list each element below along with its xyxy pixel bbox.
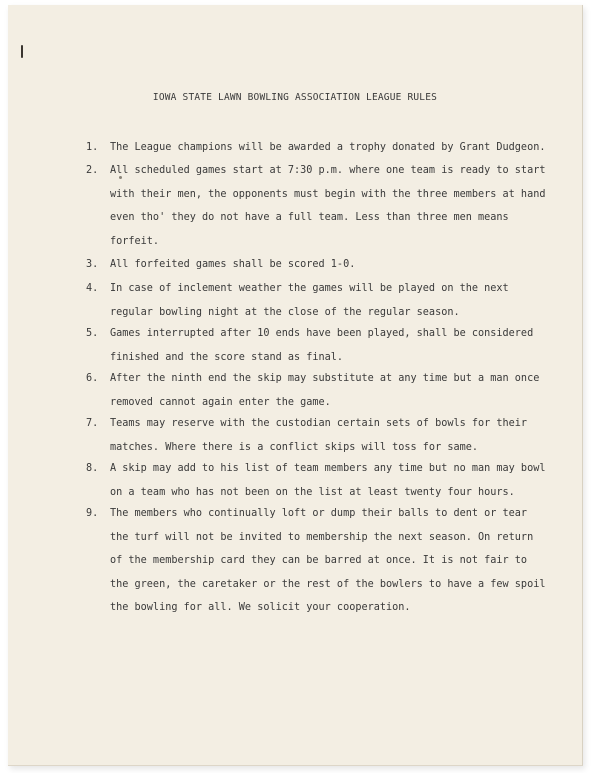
rule-number: 2.: [86, 165, 99, 176]
rule-text-line: A skip may add to his list of team members any time but no man may bowl: [110, 463, 546, 474]
rule-text-line: All scheduled games start at 7:30 p.m. where one team is ready to start: [110, 165, 546, 176]
rule-number: 1.: [86, 142, 99, 153]
rule-text-line: the bowling for all. We solicit your cooperation.: [110, 602, 411, 613]
rule-text-line: even tho' they do not have a full team. Less than three men means: [110, 212, 509, 223]
document-title: IOWA STATE LAWN BOWLING ASSOCIATION LEAGUE RULES: [152, 92, 438, 103]
rule-number: 4.: [86, 283, 99, 294]
rule-text-line: matches. Where there is a conflict skips will toss for same.: [110, 441, 479, 453]
rule-text-line: on a team who has not been on the list at least twenty four hours.: [110, 486, 515, 498]
rule-text-line: All forfeited games shall be scored 1-0.: [110, 259, 356, 270]
rule-number: 7.: [86, 418, 99, 429]
rule-text-line: forfeit.: [110, 235, 160, 247]
rule-number: 3.: [86, 259, 99, 270]
rule-number: 9.: [86, 508, 99, 519]
rule-number: 8.: [86, 463, 99, 474]
rule-text-line: of the membership card they can be barred at once. It is not fair to: [110, 555, 528, 566]
punch-mark: [21, 45, 23, 58]
rule-text-line: The League champions will be awarded a trophy donated by Grant Dudgeon.: [110, 142, 546, 153]
rule-text-line: removed cannot again enter the game.: [110, 396, 331, 408]
rule-text-line: Games interrupted after 10 ends have been played, shall be considered: [110, 328, 534, 339]
rule-text-line: the turf will not be invited to membership the next season. On return: [110, 531, 534, 543]
rule-text-line: the green, the caretaker or the rest of the bowlers to have a few spoil: [110, 578, 546, 590]
rule-text-line: regular bowling night at the close of the regular season.: [110, 306, 460, 318]
rule-text-line: finished and the score stand as final.: [110, 351, 344, 363]
rule-text-line: with their men, the opponents must begin with the three members at hand: [110, 188, 546, 200]
rule-text-line: The members who continually loft or dump their balls to dent or tear: [110, 508, 528, 519]
rule-text-line: Teams may reserve with the custodian certain sets of bowls for their: [110, 418, 528, 429]
rule-text-line: In case of inclement weather the games will be played on the next: [110, 283, 509, 294]
document-page: [8, 5, 583, 766]
rule-number: 6.: [86, 373, 99, 384]
rule-number: 5.: [86, 328, 99, 339]
rule-text-line: After the ninth end the skip may substitute at any time but a man once: [110, 373, 540, 384]
